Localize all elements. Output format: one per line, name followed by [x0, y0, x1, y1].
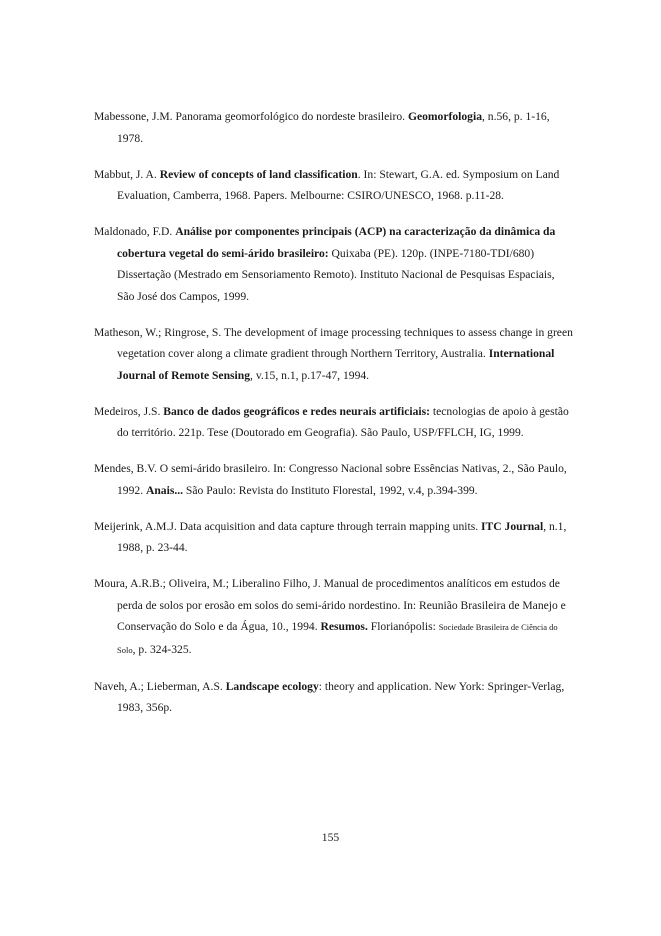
reference-entry: Medeiros, J.S. Banco de dados geográficos e redes neurais artificiais: tecnologias de apoio à gestão do território. 221p. Tese (Doutorado em Geografia). São Paulo, USP/FFLCH, IG, 1999.: [94, 404, 569, 439]
reference-entry: Matheson, W.; Ringrose, S. The development of image processing techniques to assess change in green vegetation cover along a climate gradient through Northern Territory, Australia. International Journal of Remote Sensing, v.15, n.1, p.17-47, 1994.: [94, 325, 573, 382]
reference-list: [94, 106, 574, 733]
reference-entry: Maldonado, F.D. Análise por componentes principais (ACP) na caracterização da dinâmica da cobertura vegetal do semi-árido brasileiro: Quixaba (PE). 120p. (INPE-7180-TDI/680) Dissertação (Mestrado em Sensoriamento Remoto). Instituto Nacional de Pesquisas Espaciais, São José dos Campos, 1999.: [94, 225, 556, 303]
reference-entry: Moura, A.R.B.; Oliveira, M.; Liberalino Filho, J. Manual de procedimentos analíticos em estudos de perda de solos por erosão em solos do semi-árido nordestino. In: Reunião Brasileira de Manejo e Conservação do Solo e da Água, 10., 1994. Resumos. Florianópolis: Sociedade Brasileira de Ciência do Solo, p. 324-325.: [94, 577, 566, 656]
reference-entry: Meijerink, A.M.J. Data acquisition and data capture through terrain mapping units. ITC Journal, n.1, 1988, p. 23-44.: [94, 519, 567, 554]
reference-entry: Naveh, A.; Lieberman, A.S. Landscape ecology: theory and application. New York: Springer-Verlag, 1983, 356p.: [94, 679, 565, 714]
page-number: 155: [321, 831, 340, 844]
reference-entry: Mabessone, J.M. Panorama geomorfológico do nordeste brasileiro. Geomorfologia, n.56, p. 1-16, 1978.: [94, 110, 550, 145]
reference-entry: Mendes, B.V. O semi-árido brasileiro. In: Congresso Nacional sobre Essências Nativas, 2., São Paulo, 1992. Anais... São Paulo: Revista do Instituto Florestal, 1992, v.4, p.394-399.: [94, 462, 567, 497]
reference-entry: Mabbut, J. A. Review of concepts of land classification. In: Stewart, G.A. ed. Symposium on Land Evaluation, Camberra, 1968. Papers. Melbourne: CSIRO/UNESCO, 1968. p.11-28.: [94, 167, 560, 202]
